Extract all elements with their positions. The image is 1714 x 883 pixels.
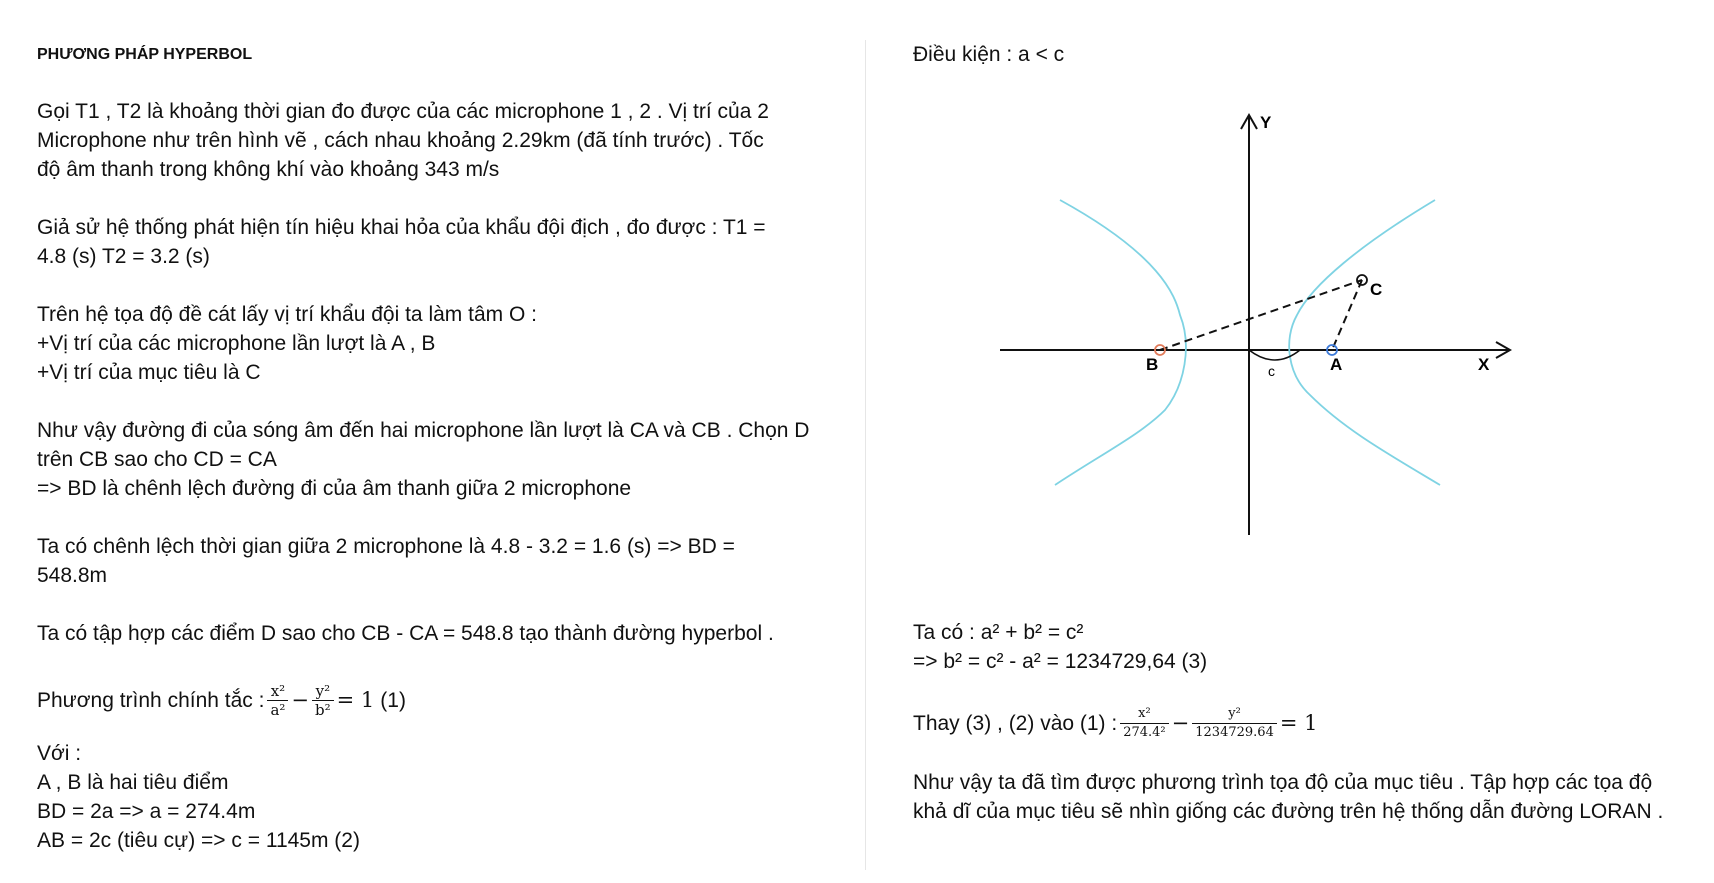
intro-line: Microphone như trên hình vẽ , cách nhau khoảng 2.29km (đã tính trước) . Tốc (37, 129, 764, 152)
assume-paragraph (37, 213, 837, 271)
assume-line: 4.8 (s) T2 = 3.2 (s) (37, 245, 210, 268)
label-y: Y (1260, 113, 1272, 132)
minus-sign: − (291, 687, 310, 712)
sub-y-denominator: 1234729.64 (1192, 723, 1277, 742)
sub-minus-sign: − (1171, 710, 1190, 735)
right-equations (913, 618, 1703, 826)
timediff-line: Ta có chênh lệch thời gian giữa 2 microphone là 4.8 - 3.2 = 1.6 (s) => BD = (37, 535, 735, 558)
with-line: AB = 2c (tiêu cự) => c = 1145m (2) (37, 829, 360, 852)
intro-paragraph (37, 97, 837, 184)
hyperbola-diagram (1000, 110, 1520, 560)
line-cb (1160, 280, 1362, 350)
column-divider (865, 40, 866, 870)
assume-line: Giả sử hệ thống phát hiện tín hiệu khai hỏa của khẩu đội địch , đo được : T1 = (37, 216, 766, 239)
x-fraction (267, 682, 288, 719)
sub-y-numerator: y² (1228, 705, 1241, 721)
y-fraction (312, 682, 334, 719)
coords-line: +Vị trí của các microphone lần lượt là A , B (37, 332, 436, 355)
label-small-c: c (1268, 363, 1275, 379)
label-b: B (1146, 355, 1159, 374)
sub-y-fraction (1192, 705, 1277, 742)
label-c: C (1370, 280, 1383, 299)
intro-line: độ âm thanh trong không khí vào khoảng 343 m/s (37, 158, 500, 181)
hyperbola-set-paragraph: Ta có tập hợp các điểm D sao cho CB - CA = 548.8 tạo thành đường hyperbol . (37, 622, 774, 645)
taco-line (913, 618, 1703, 647)
equation-tag: (1) (380, 688, 406, 712)
with-line: Với : (37, 742, 82, 765)
left-column (37, 40, 837, 855)
right-column (913, 40, 1703, 69)
x-numerator: x² (270, 681, 286, 700)
taco-equation: a² + b² = c² (980, 621, 1084, 644)
with-paragraph (37, 739, 837, 855)
equation-rhs: = 1 (336, 687, 375, 712)
condition-text: Điều kiện : a < c (913, 43, 1065, 66)
sub-x-denominator: 274.4² (1120, 723, 1168, 742)
path-line: => BD là chênh lệch đường đi của âm thanh giữa 2 microphone (37, 477, 632, 500)
substituted-equation (913, 700, 1703, 746)
timediff-paragraph (37, 532, 837, 590)
label-a: A (1330, 355, 1343, 374)
intro-line: Gọi T1 , T2 là khoảng thời gian đo được của các microphone 1 , 2 . Vị trí của 2 (37, 100, 769, 123)
coords-line: +Vị trí của mục tiêu là C (37, 361, 261, 384)
hyperbola-right-branch (1289, 200, 1440, 485)
canonical-equation (37, 677, 837, 723)
focal-distance-arc (1249, 350, 1300, 360)
sub-equation-rhs: = 1 (1279, 710, 1318, 735)
with-line: A , B là hai tiêu điểm (37, 771, 229, 794)
timediff-line: 548.8m (37, 564, 108, 587)
conclusion-paragraph (913, 768, 1703, 826)
line-ca (1332, 280, 1362, 350)
b-squared-line: => b² = c² - a² = 1234729,64 (3) (913, 650, 1208, 673)
coords-paragraph (37, 300, 837, 387)
y-denominator: b² (312, 700, 334, 719)
substitute-label: Thay (3) , (2) vào (1) : (913, 711, 1118, 735)
taco-label: Ta có : (913, 621, 975, 644)
coords-line: Trên hệ tọa độ đề cát lấy vị trí khẩu đội ta làm tâm O : (37, 303, 537, 326)
sub-x-fraction (1120, 705, 1168, 742)
conclusion-line: khả dĩ của mục tiêu sẽ nhìn giống các đường trên hệ thống dẫn đường LORAN . (913, 800, 1664, 823)
document-title: PHƯƠNG PHÁP HYPERBOL (37, 46, 253, 63)
x-denominator: a² (267, 700, 288, 719)
hyperbola-left-branch (1055, 200, 1186, 485)
path-line: trên CB sao cho CD = CA (37, 448, 277, 471)
canonical-label: Phương trình chính tắc : (37, 688, 265, 712)
conclusion-line: Như vậy ta đã tìm được phương trình tọa độ của mục tiêu . Tập hợp các tọa độ (913, 771, 1653, 794)
label-x: X (1478, 355, 1490, 374)
path-line: Như vậy đường đi của sóng âm đến hai microphone lần lượt là CA và CB . Chọn D (37, 419, 810, 442)
path-paragraph (37, 416, 837, 503)
sub-x-numerator: x² (1138, 705, 1151, 721)
with-line: BD = 2a => a = 274.4m (37, 800, 256, 823)
y-numerator: y² (315, 681, 331, 700)
